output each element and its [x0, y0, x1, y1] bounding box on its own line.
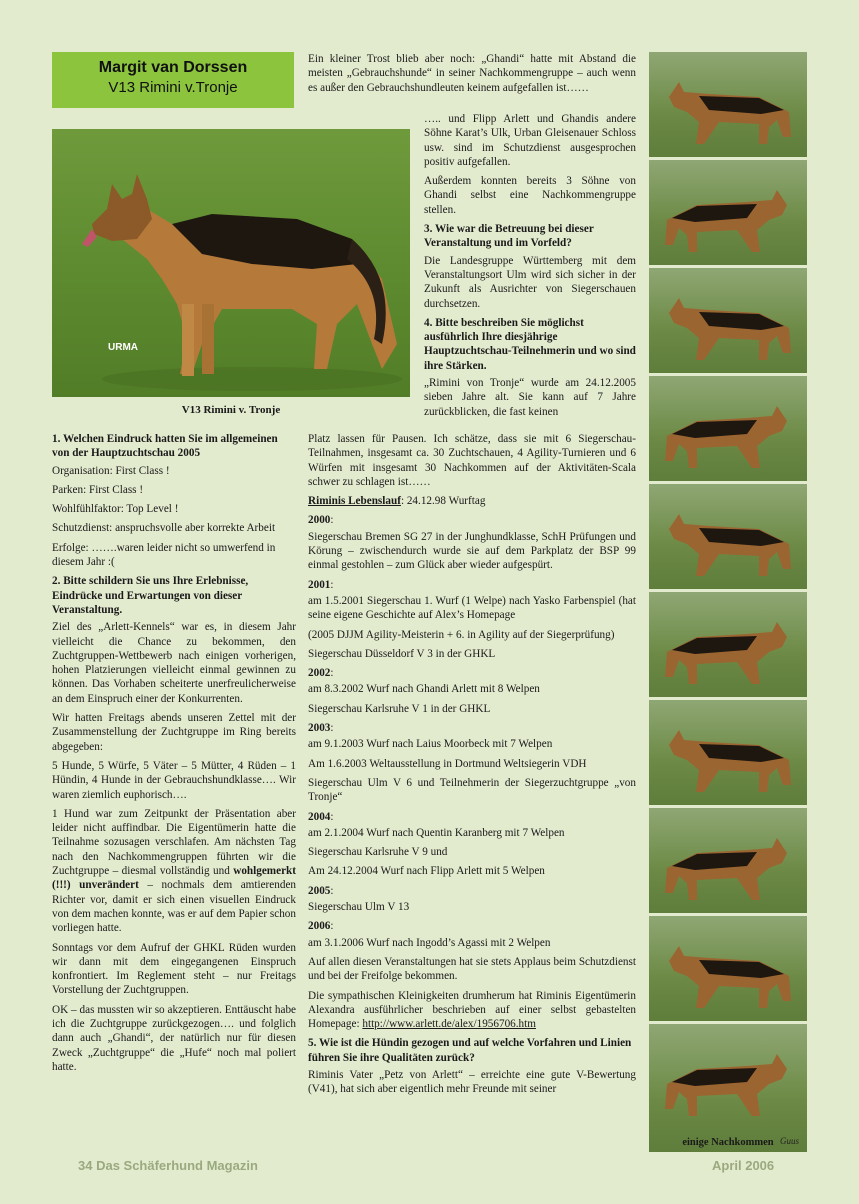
dog-silhouette: [649, 376, 807, 481]
dog-silhouette: [649, 52, 807, 157]
dog-silhouette: [649, 808, 807, 913]
answer-wohlfuehl: Wohlfühlfaktor: Top Level !: [52, 503, 179, 516]
paragraph-homepage: Die sympathischen Kleinigkeiten drumherum hat Riminis Eigentümerin Alexandra ausführlicher beschrieben auf einer selbst gebastelten Homepage: http://www.arlett.de/alex/1956706.htm: [308, 989, 636, 1031]
homepage-link[interactable]: http://www.arlett.de/alex/1956706.htm: [362, 1018, 536, 1031]
paragraph-vater: Riminis Vater „Petz von Arlett“ – erreichte eine gute V-Bewertung (V41), hat sich aber eigentlich mehr Freunde mit seiner: [308, 1068, 636, 1096]
main-dog-photo: [52, 129, 410, 397]
article-title-box: [52, 52, 294, 108]
paragraph-applaus: Auf allen diesen Veranstaltungen hat sie stets Applaus beim Schutzdienst und bei der Freifolge bekommen.: [308, 955, 636, 983]
lebenslauf-line: [308, 494, 636, 508]
offspring-photo: [649, 916, 807, 1021]
year-2005: 2005:: [308, 884, 334, 897]
paragraph-rimini-cont: Platz lassen für Pausen. Ich schätze, dass sie mit 6 Siegerschau-Teilnahmen, insgesamt ca. 30 Zuchtschauen, 4 Agility-Turnieren und 6 Würfen mit insgesamt 30 Nachkommen auf der Aktivitäten-Scala schwer zu schlagen ist……: [308, 433, 636, 488]
text-2003a: am 9.1.2003 Wurf nach Laius Moorbeck mit 7 Welpen: [308, 738, 553, 751]
offspring-photo: [649, 592, 807, 697]
lebenslauf-label: Riminis Lebenslauf: [308, 495, 401, 508]
year-2002: 2002:: [308, 667, 334, 680]
footer-date: April 2006: [712, 1158, 775, 1173]
answer-schutzdienst: Schutzdienst: anspruchsvolle aber korrekte Arbeit: [52, 522, 276, 535]
text-2004b: Siegerschau Karlsruhe V 9 und: [308, 846, 448, 859]
dog-silhouette: [649, 160, 807, 265]
question-4: 4. Bitte beschreiben Sie möglichst ausführlich Ihre diesjährige Hauptzuchtschau-Teilnehmerin und wo sind ihre Stärken.: [424, 316, 636, 372]
question-5: 5. Wie ist die Hündin gezogen und auf welche Vorfahren und Linien führen Sie ihre Qualitäten zurück?: [308, 1037, 632, 1064]
right-column-narrow: [424, 112, 636, 424]
text-2001b: (2005 DJJM Agility-Meisterin + 6. in Agility auf der Siegerprüfung): [308, 628, 615, 641]
text-2004a: am 2.1.2004 Wurf nach Quentin Karanberg mit 7 Welpen: [308, 826, 565, 839]
paragraph-flipp: ….. und Flipp Arlett und Ghandis andere Söhne Karat’s Ulk, Urban Gleisenauer Schloss usw. sind im Schutzdienst ausgesprochen positiv aufgefallen.: [424, 113, 636, 168]
dog-silhouette: [649, 916, 807, 1021]
year-2001: 2001:: [308, 578, 334, 591]
text-2004c: Am 24.12.2004 Wurf nach Flipp Arlett mit 5 Welpen: [308, 865, 545, 878]
paragraph-sonntags: Sonntags vor dem Aufruf der GHKL Rüden wurden wir dann mit dem eingegangenen Einspruch konfrontiert. Im Reglement steht – nur Freitags Vorstellung der Zuchtgruppen.: [52, 941, 296, 997]
lebenslauf-date: : 24.12.98 Wurftag: [400, 495, 486, 508]
offspring-photo: [649, 1024, 807, 1152]
strip-caption: einige Nachkommen: [682, 1137, 774, 1148]
text-2005: Siegerschau Ulm V 13: [308, 901, 410, 914]
offspring-photo: [649, 268, 807, 373]
year-2003: 2003:: [308, 722, 334, 735]
year-2006: 2006:: [308, 920, 334, 933]
dog-silhouette: [649, 484, 807, 589]
question-3: 3. Wie war die Betreuung bei dieser Veranstaltung und im Vorfeld?: [424, 223, 594, 250]
main-photo-caption: V13 Rimini v. Tronje: [181, 404, 281, 416]
year-2004: 2004:: [308, 810, 334, 823]
paragraph-landesgruppe: Die Landesgruppe Württemberg mit dem Veranstaltungsort Ulm wird sich sicher in der Zukunft als Ausrichter von Siegerschauen durchsetzen.: [424, 254, 636, 310]
paragraph-zettel: Wir hatten Freitags abends unseren Zettel mit der Zusammenstellung der Zuchtgruppe im Ring bereits abgegeben:: [52, 712, 296, 753]
answer-erfolge: Erfolge: …….waren leider nicht so umwerfend in diesem Jahr :(: [52, 541, 276, 569]
photographer-signature: Guus: [779, 1136, 799, 1146]
text-2003b: Am 1.6.2003 Weltausstellung in Dortmund Weltsiegerin VDH: [308, 757, 587, 770]
text-2000: Siegerschau Bremen SG 27 in der Junghundklasse, SchH Prüfungen und Körung – zwischendurch wurde sie auf dem Parkplatz der BSP 99 einmal gestohlen – zum Glück aber wieder aufgespürt.: [308, 530, 636, 572]
author-name: Margit van Dorssen: [98, 59, 248, 76]
question-1: 1. Welchen Eindruck hatten Sie im allgemeinen von der Hauptzuchtschau 2005: [52, 433, 278, 460]
paragraph-soehne: Außerdem konnten bereits 3 Söhne von Ghandi selbst eine Nachkommengruppe stellen.: [424, 175, 636, 216]
left-column: [52, 432, 296, 1079]
paragraph-hunde: 5 Hunde, 5 Würfe, 5 Väter – 5 Mütter, 4 Rüden – 1 Hündin, 4 Hunde in der Gebrauchshundklasse…. Wir waren ziemlich euphorisch….: [52, 759, 296, 801]
offspring-photo: [649, 160, 807, 265]
dog-silhouette: [649, 592, 807, 697]
text-2003c: Siegerschau Ulm V 6 und Teilnehmerin der Siegerzuchtgruppe „von Tronje“: [308, 776, 636, 804]
question-2: 2. Bitte schildern Sie uns Ihre Erlebnisse, Eindrücke und Erwartungen von dieser Veranstaltung.: [52, 575, 249, 616]
text-2006: am 3.1.2006 Wurf nach Ingodd’s Agassi mit 2 Welpen: [308, 936, 551, 949]
dog-silhouette: [649, 268, 807, 373]
text-2002b: Siegerschau Karlsruhe V 1 in der GHKL: [308, 702, 491, 715]
dog-illustration: [52, 129, 410, 397]
paragraph-trost: Ein kleiner Trost blieb aber noch: „Ghandi“ hatte mit Abstand die meisten „Gebrauchshunde“ in seiner Nachkommengruppe – auch wenn es außer den Gebrauchshundleuten keinem aufgefallen ist……: [308, 53, 636, 94]
paragraph-praesentation: 1 Hund war zum Zeitpunkt der Präsentation aber leider nicht auffindbar. Die Eigentümerin hatte die Teilnahme sozusagen verschlafen. Am nächsten Tag nach den Nachkommengruppen führten wir die Zuchtgruppe – diesmal vollständig und wohlgemerkt (!!!) unverändert – nochmals dem amtierenden Richter vor, damit er sich einen visuellen Eindruck von dem machen konnte, was er auf dem Papier schon vorliegen hatte.: [52, 807, 296, 935]
photo-watermark: URMA: [108, 342, 138, 353]
dog-silhouette: [649, 700, 807, 805]
offspring-photo: [649, 808, 807, 913]
dog-silhouette: [649, 1024, 807, 1152]
text-2002a: am 8.3.2002 Wurf nach Ghandi Arlett mit 8 Welpen: [308, 683, 540, 696]
paragraph-rimini-intro: „Rimini von Tronje“ wurde am 24.12.2005 sieben Jahre alt. Sie kann auf 7 Jahre zurückblicken, die fast keinen: [424, 377, 636, 418]
footer-page-label: 34 Das Schäferhund Magazin: [78, 1158, 258, 1173]
offspring-photo: [649, 376, 807, 481]
answer-parken: Parken: First Class !: [52, 483, 144, 496]
paragraph-ok: OK – das mussten wir so akzeptieren. Enttäuscht habe ich die Zuchtgruppe zurückgezogen…. und folglich dann auch „Ghandi“, der natürlich nur für diesen Zweck „Zuchtgruppe“ die „Hufe“ noch mal poliert hatte.: [52, 1003, 296, 1073]
article-subtitle: V13 Rimini v.Tronje: [108, 79, 238, 96]
offspring-photo: [649, 52, 807, 157]
paragraph-ziel: Ziel des „Arlett-Kennels“ war es, in diesem Jahr vielleicht die Chance zu bekommen, den Zuchtgruppen-Wettbewerb nach einigen vorherigen, hohen Platzierungen vielleicht einmal gewinnen zu können. Das Vorhaben scheiterte unerfreulicherweise an dem Einspruch einer der Konkurrenten.: [52, 621, 296, 705]
offspring-photo: [649, 700, 807, 805]
answer-organisation: Organisation: First Class !: [52, 464, 170, 477]
text-2001c: Siegerschau Düsseldorf V 3 in der GHKL: [308, 647, 496, 660]
offspring-photo: [649, 484, 807, 589]
year-2000: 2000:: [308, 514, 334, 527]
offspring-photo-strip: [649, 52, 807, 1155]
right-column-wide: [308, 432, 636, 1102]
text-2001a: am 1.5.2001 Siegerschau 1. Wurf (1 Welpe) nach Yasko Farbenspiel (hat seine eigene Geschichte auf Alex’s Homepage: [308, 594, 636, 622]
right-column-top: [308, 52, 636, 100]
